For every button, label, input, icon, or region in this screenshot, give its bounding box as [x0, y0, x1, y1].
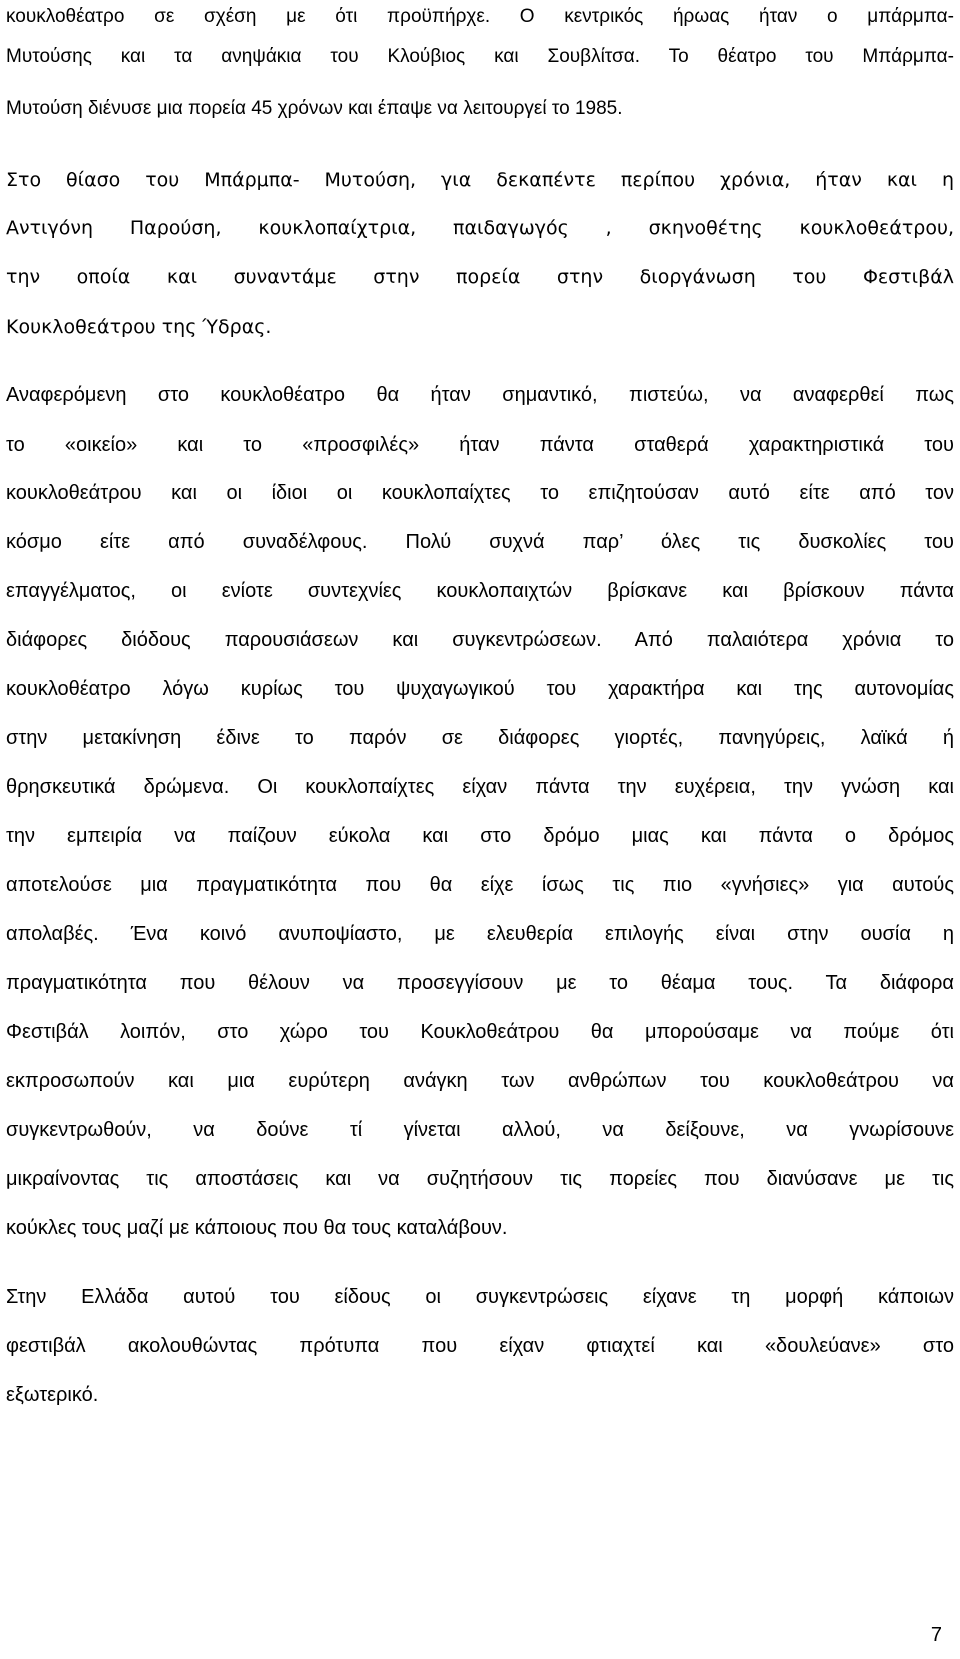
- page-number: 7: [930, 1624, 942, 1646]
- paragraph-3-line-4: κόσμο είτε από συναδέλφους. Πολύ συχνά παρ’ όλες τις δυσκολίες του: [6, 531, 954, 553]
- paragraph-4-line-3: εξωτερικό.: [6, 1384, 99, 1406]
- paragraph-3-line-18: κούκλες τους μαζί με κάποιους που θα τους καταλάβουν.: [6, 1217, 508, 1239]
- paragraph-4-line-2: φεστιβάλ ακολουθώντας πρότυπα που είχαν φτιαχτεί και «δουλεύανε» στο: [6, 1335, 954, 1357]
- paragraph-3-line-1: Αναφερόμενη στο κουκλοθέατρο θα ήταν σημαντικό, πιστεύω, να αναφερθεί πως: [6, 384, 954, 406]
- paragraph-3-line-3: κουκλοθεάτρου και οι ίδιοι οι κουκλοπαίχτες το επιζητούσαν αυτό είτε από τον: [6, 482, 954, 504]
- paragraph-2-line-2: Αντιγόνη Παρούση, κουκλοπαίχτρια, παιδαγωγός , σκηνοθέτης κουκλοθεάτρου,: [6, 217, 954, 239]
- paragraph-3-line-13: πραγματικότητα που θέλουν να προσεγγίσουν με το θέαμα τους. Τα διάφορα: [6, 972, 954, 994]
- paragraph-1-line-1: κουκλοθέατρο σε σχέση με ότι προϋπήρχε. Ο κεντρικός ήρωας ήταν ο μπάρμπα-: [6, 6, 954, 27]
- paragraph-3-line-10: την εμπειρία να παίζουν εύκολα και στο δρόμο μιας και πάντα ο δρόμος: [6, 825, 954, 847]
- paragraph-3-line-6: διάφορες διόδους παρουσιάσεων και συγκεντρώσεων. Από παλαιότερα χρόνια το: [6, 629, 954, 651]
- paragraph-3-line-15: εκπροσωπούν και μια ευρύτερη ανάγκη των ανθρώπων του κουκλοθεάτρου να: [6, 1070, 954, 1092]
- paragraph-1-line-3: Μυτούση διένυσε μια πορεία 45 χρόνων και έπαψε να λειτουργεί το 1985.: [6, 98, 623, 119]
- paragraph-2-line-1: Στο θίασο του Μπάρμπα- Μυτούση, για δεκαπέντε περίπου χρόνια, ήταν και η: [6, 169, 954, 191]
- paragraph-3-line-14: Φεστιβάλ λοιπόν, στο χώρο του Κουκλοθεάτρου θα μπορούσαμε να πούμε ότι: [6, 1021, 954, 1043]
- paragraph-2-line-3: την οποία και συναντάμε στην πορεία στην διοργάνωση του Φεστιβάλ: [6, 266, 954, 288]
- paragraph-3-line-9: θρησκευτικά δρώμενα. Οι κουκλοπαίχτες είχαν πάντα την ευχέρεια, την γνώση και: [6, 776, 954, 798]
- paragraph-3-line-8: στην μετακίνηση έδινε το παρόν σε διάφορες γιορτές, πανηγύρεις, λαϊκά ή: [6, 727, 954, 749]
- paragraph-3-line-12: απολαβές. Ένα κοινό ανυποψίαστο, με ελευθερία επιλογής είναι στην ουσία η: [6, 923, 954, 945]
- paragraph-3-line-7: κουκλοθέατρο λόγω κυρίως του ψυχαγωγικού του χαρακτήρα και της αυτονομίας: [6, 678, 954, 700]
- paragraph-3-line-5: επαγγέλματος, οι ενίοτε συντεχνίες κουκλοπαιχτών βρίσκανε και βρίσκουν πάντα: [6, 580, 954, 602]
- paragraph-3-line-16: συγκεντρωθούν, να δούνε τί γίνεται αλλού, να δείξουνε, να γνωρίσουνε: [6, 1119, 954, 1141]
- paragraph-1-line-2: Μυτούσης και τα ανηψάκια του Κλούβιος και Σουβλίτσα. Το θέατρο του Μπάρμπα-: [6, 46, 954, 67]
- paragraph-3-line-11: αποτελούσε μια πραγματικότητα που θα είχε ίσως τις πιο «γνήσιες» για αυτούς: [6, 874, 954, 896]
- paragraph-3-line-17: μικραίνοντας τις αποστάσεις και να συζητήσουν τις πορείες που διανύσανε με τις: [6, 1168, 954, 1190]
- paragraph-2-line-4: Κουκλοθεάτρου της Ύδρας.: [6, 316, 272, 338]
- paragraph-4-line-1: Στην Ελλάδα αυτού του είδους οι συγκεντρώσεις είχανε τη μορφή κάποιων: [6, 1286, 954, 1308]
- paragraph-3-line-2: το «οικείο» και το «προσφιλές» ήταν πάντα σταθερά χαρακτηριστικά του: [6, 434, 954, 456]
